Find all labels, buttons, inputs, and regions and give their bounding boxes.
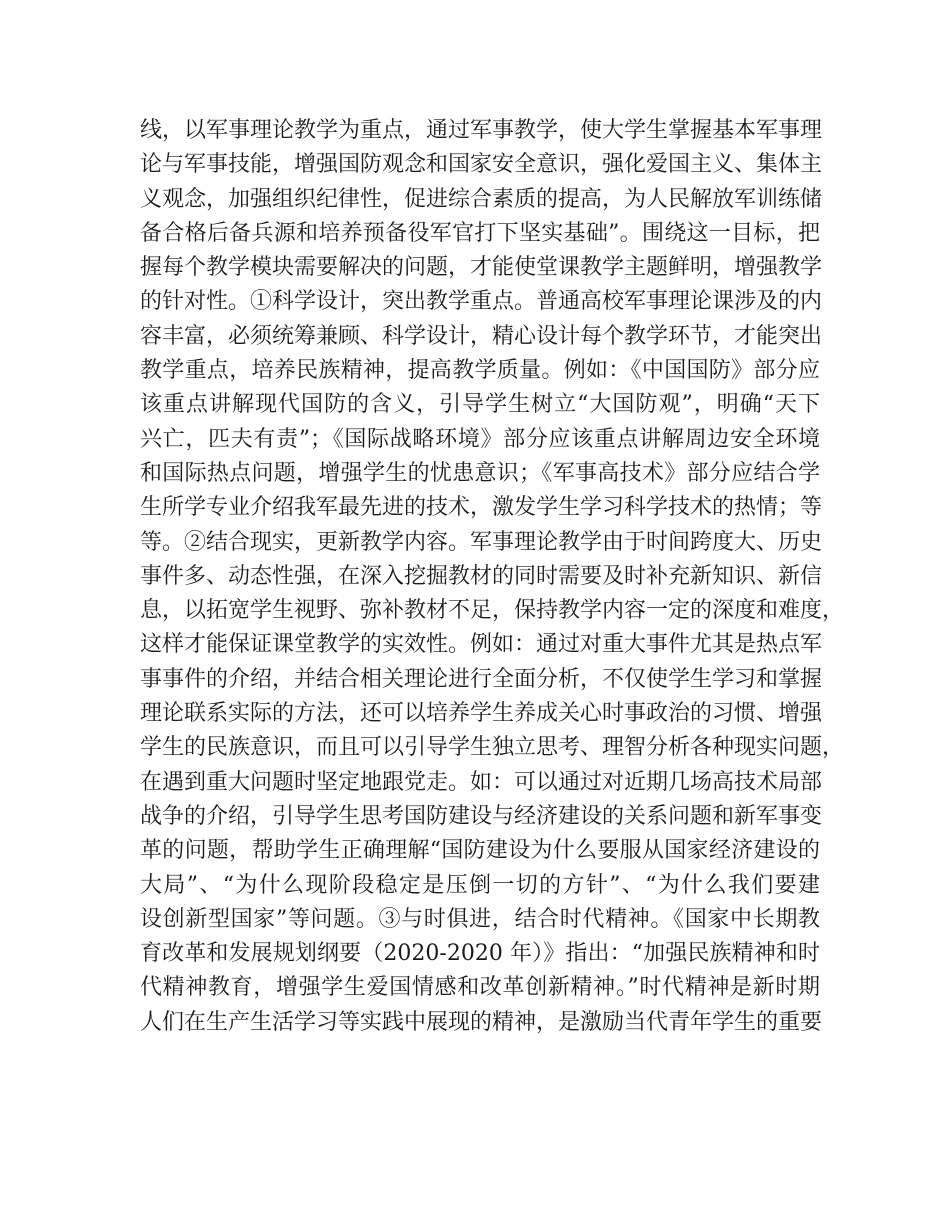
text-line: 事件多、动态性强，在深入挖掘教材的同时需要及时补充新知识、新信 [140, 563, 823, 589]
text-line: 人们在生产生活学习等实践中展现的精神，是激励当代青年学生的重要 [140, 1009, 823, 1035]
text-line: 等。②结合现实，更新教学内容。军事理论教学由于时间跨度大、历史 [140, 529, 823, 555]
body-text [140, 114, 845, 1040]
text-line: 息，以拓宽学生视野、弥补教材不足，保持教学内容一定的深度和难度， [140, 598, 845, 624]
text-line: 兴亡，匹夫有责”；《国际战略环境》部分应该重点讲解周边安全环境 [140, 426, 820, 452]
text-line: 论与军事技能，增强国防观念和国家安全意识，强化爱国主义、集体主 [140, 152, 823, 178]
text-line: 事事件的介绍，并结合相关理论进行全面分析，不仅使学生学习和掌握 [140, 666, 823, 692]
text-line: 理论联系实际的方法，还可以培养学生养成关心时事政治的习惯、增强 [140, 701, 823, 727]
text-line: 线，以军事理论教学为重点，通过军事教学，使大学生掌握基本军事理 [140, 118, 823, 143]
text-line: 代精神教育，增强学生爱国情感和改革创新精神。”时代精神是新时期 [140, 975, 820, 1001]
text-line: 的针对性。①科学设计，突出教学重点。普通高校军事理论课涉及的内 [140, 289, 823, 315]
text-line: 这样才能保证课堂教学的实效性。例如：通过对重大事件尤其是热点军 [140, 632, 823, 658]
text-line: 和国际热点问题，增强学生的忧患意识；《军事高技术》部分应结合学 [140, 460, 820, 486]
text-line: 握每个教学模块需要解决的问题，才能使堂课教学主题鲜明，增强教学 [140, 255, 823, 281]
text-line: 生所学专业介绍我军最先进的技术，激发学生学习科学技术的热情；等 [140, 495, 823, 521]
text-line: 备合格后备兵源和培养预备役军官打下坚实基础”。围绕这一目标，把 [140, 220, 820, 246]
text-line: 大局”、“为什么现阶段稳定是压倒一切的方针”、“为什么我们要建 [140, 872, 820, 898]
text-line: 义观念，加强组织纪律性，促进综合素质的提高，为人民解放军训练储 [140, 186, 823, 212]
text-line: 容丰富，必须统筹兼顾、科学设计，精心设计每个教学环节，才能突出 [140, 323, 823, 349]
text-line: 战争的介绍，引导学生思考国防建设与经济建设的关系问题和新军事变 [140, 803, 823, 829]
text-line: 在遇到重大问题时坚定地跟党走。如：可以通过对近期几场高技术局部 [140, 769, 823, 795]
text-line: 设创新型国家”等问题。③与时俱进，结合时代精神。《国家中长期教 [140, 906, 820, 932]
text-line: 育改革和发展规划纲要（2020-2020 年）》指出：“加强民族精神和时 [140, 941, 820, 967]
text-line: 学生的民族意识，而且可以引导学生独立思考、理智分析各种现实问题， [140, 735, 845, 761]
text-line: 革的问题，帮助学生正确理解“国防建设为什么要服从国家经济建设的 [140, 838, 820, 864]
text-line: 教学重点，培养民族精神，提高教学质量。例如：《中国国防》部分应 [140, 358, 820, 384]
text-line: 该重点讲解现代国防的含义，引导学生树立“大国防观”，明确“天下 [140, 392, 820, 418]
